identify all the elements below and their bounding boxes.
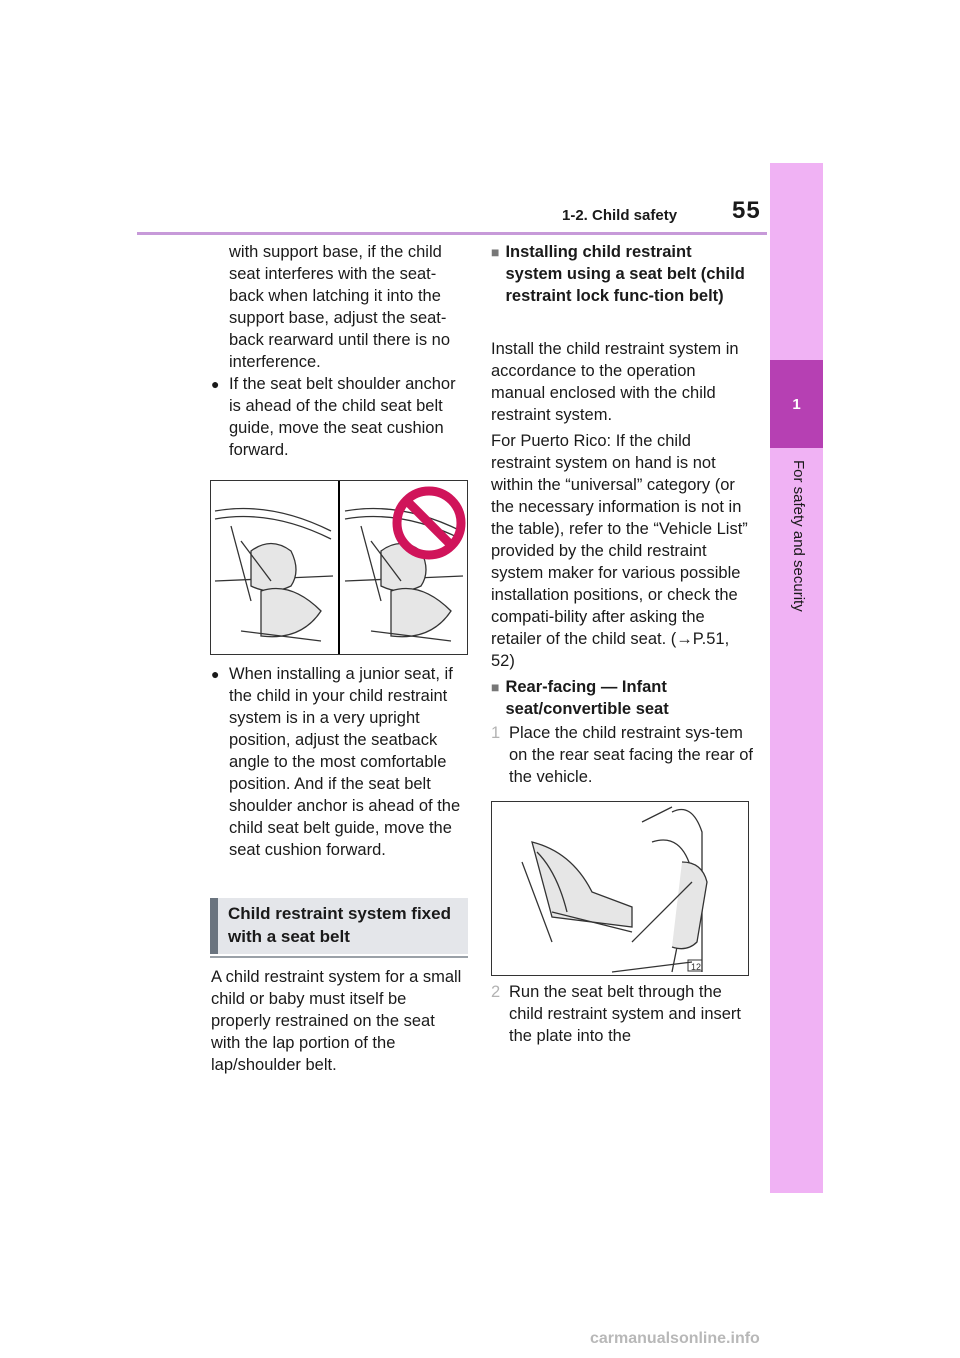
step-number: 2 <box>491 983 501 1001</box>
watermark: carmanualsonline.info <box>590 1330 760 1347</box>
bullet-item <box>211 663 467 861</box>
subheading <box>491 676 753 720</box>
chapter-label: For safety and security <box>790 460 807 612</box>
bullet-icon: ● <box>211 666 220 682</box>
step-item <box>491 981 753 1047</box>
continued-paragraph: with support base, if the child seat interferes with the seat-back when latching it into the support base, adjust the seat-back rearward until there is no interference. <box>229 243 451 371</box>
square-bullet-icon: ■ <box>491 244 500 260</box>
svg-text:12: 12 <box>691 962 702 972</box>
chapter-tab[interactable] <box>770 360 823 448</box>
paragraph: Install the child restraint system in accordance to the operation manual enclosed with the child restraint system. <box>491 340 739 424</box>
infant-seat-drawing <box>492 802 748 975</box>
step-item <box>491 722 753 788</box>
step-number: 1 <box>491 724 501 742</box>
subheading-text: Rear-facing — Infant seat/convertible seat <box>505 678 669 718</box>
infant-seat-illustration <box>491 801 749 976</box>
junior-seat-drawing <box>211 481 467 654</box>
section-heading: Child restraint system fixed with a seat belt <box>210 898 468 954</box>
chapter-number: 1 <box>792 395 801 413</box>
subheading-text: Installing child restraint system using a seat belt (child restraint lock func-tion belt) <box>505 243 745 305</box>
prohibited-icon <box>397 491 461 555</box>
page-number: 55 <box>732 197 761 224</box>
bullet-item <box>211 373 467 461</box>
seat-position-icon <box>688 960 702 972</box>
square-bullet-icon: ■ <box>491 679 500 695</box>
bullet-text: If the seat belt shoulder anchor is ahead of the child seat belt guide, move the seat cushion forward. <box>229 375 456 459</box>
subheading <box>491 241 753 307</box>
heading-underline <box>210 956 468 958</box>
junior-seat-illustration <box>210 480 468 655</box>
bullet-icon: ● <box>211 376 220 392</box>
body-paragraph: A child restraint system for a small child or baby must itself be properly restrained on the seat with the lap portion of the lap/shoulder belt. <box>211 968 462 1074</box>
paragraph: For Puerto Rico: If the child restraint system on hand is not within the “universal” category (or the necessary information is not in the table), refer to the “Vehicle List” provided by the child restraint system maker for various possible installation positions, or check the compati-bility after asking the retailer of the child seat. (→P.51, 52) <box>491 432 748 670</box>
bullet-text: When installing a junior seat, if the child in your child restraint system is in a very upright position, adjust the seatback angle to the most comfortable position. And if the seat belt shoulder anchor is ahead of the child seat belt guide, move the seat cushion forward. <box>229 665 461 859</box>
header-divider <box>137 232 767 235</box>
section-title: 1-2. Child safety <box>562 207 678 224</box>
step-text: Place the child restraint sys-tem on the rear seat facing the rear of the vehicle. <box>509 724 753 786</box>
step-text: Run the seat belt through the child restraint system and insert the plate into the <box>509 983 742 1045</box>
